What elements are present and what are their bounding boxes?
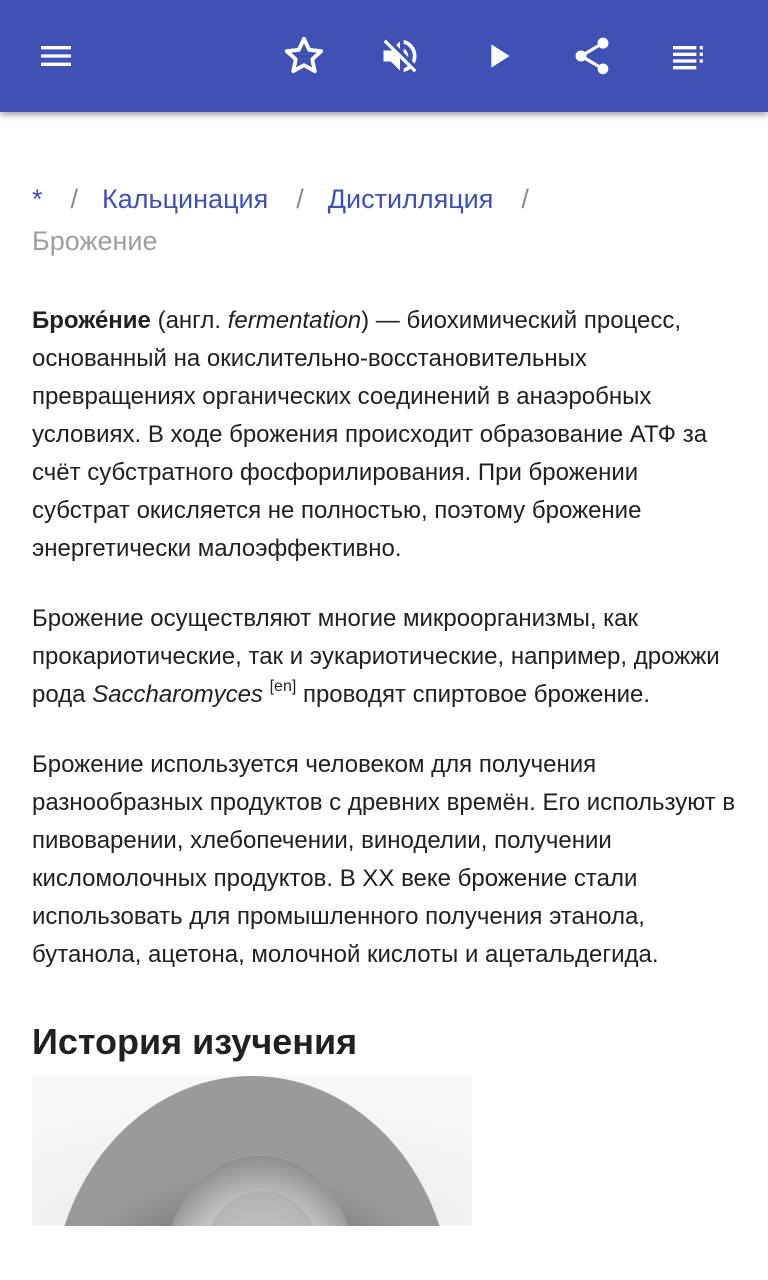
toc-list-icon	[668, 36, 708, 76]
breadcrumb	[32, 178, 742, 262]
reference-link-en[interactable]: [en]	[269, 677, 297, 695]
article-term: Броже́ние	[32, 307, 151, 334]
play-button[interactable]	[470, 28, 526, 84]
bookmark-button[interactable]	[276, 28, 332, 84]
article-content	[32, 112, 742, 1226]
breadcrumb-link-distillation[interactable]: Дистилляция	[327, 184, 494, 214]
breadcrumb-separator: /	[70, 184, 79, 214]
star-icon	[282, 34, 326, 78]
app-bar	[0, 0, 768, 112]
organisms-text-after: проводят спиртовое брожение.	[296, 681, 650, 708]
share-button[interactable]	[564, 28, 620, 84]
play-icon	[478, 36, 518, 76]
contents-button[interactable]	[660, 28, 716, 84]
portrait-image	[32, 1076, 472, 1226]
breadcrumb-separator: /	[521, 184, 529, 214]
term-prefix: (англ.	[150, 307, 228, 334]
mute-button[interactable]	[372, 28, 428, 84]
breadcrumb-link-calcination[interactable]: Кальцинация	[102, 184, 269, 214]
organisms-paragraph	[32, 600, 742, 714]
section-heading: История изучения	[32, 1021, 358, 1062]
breadcrumb-current: Брожение	[32, 226, 158, 256]
share-icon	[570, 34, 614, 78]
intro-text: ) — биохимический процесс, основанный на окислительно-восстановительных превращениях органических соединений в анаэробных условиях. В ходе брожения происходит образование АТФ за счёт субстратного фосфорилирования. При брожении субстрат окисляется не полностью, поэтому брожение энергетически малоэффективно.	[32, 307, 708, 562]
term-english: fermentation	[227, 307, 362, 334]
usage-paragraph: Брожение используется человеком для получения разнообразных продуктов с древних времён. Его используют в пивоварении, хлебопечении, виноделии, получении кисломолочных продуктов. В XX веке брожение стали использовать для промышленного получения этанола, бутанола, ацетона, молочной кислоты и ацетальдегида.	[32, 751, 736, 968]
breadcrumb-root-link[interactable]: *	[32, 184, 43, 214]
intro-paragraph	[32, 302, 742, 568]
volume-off-icon	[378, 34, 422, 78]
menu-button[interactable]	[28, 28, 84, 84]
genus-name: Saccharomyces	[92, 681, 263, 708]
organisms-text-before: Брожение осуществляют многие микроорганизмы, как прокариотические, так и эукариотические, например, дрожжи рода	[32, 605, 720, 708]
breadcrumb-separator: /	[296, 184, 304, 214]
menu-icon	[36, 36, 76, 76]
